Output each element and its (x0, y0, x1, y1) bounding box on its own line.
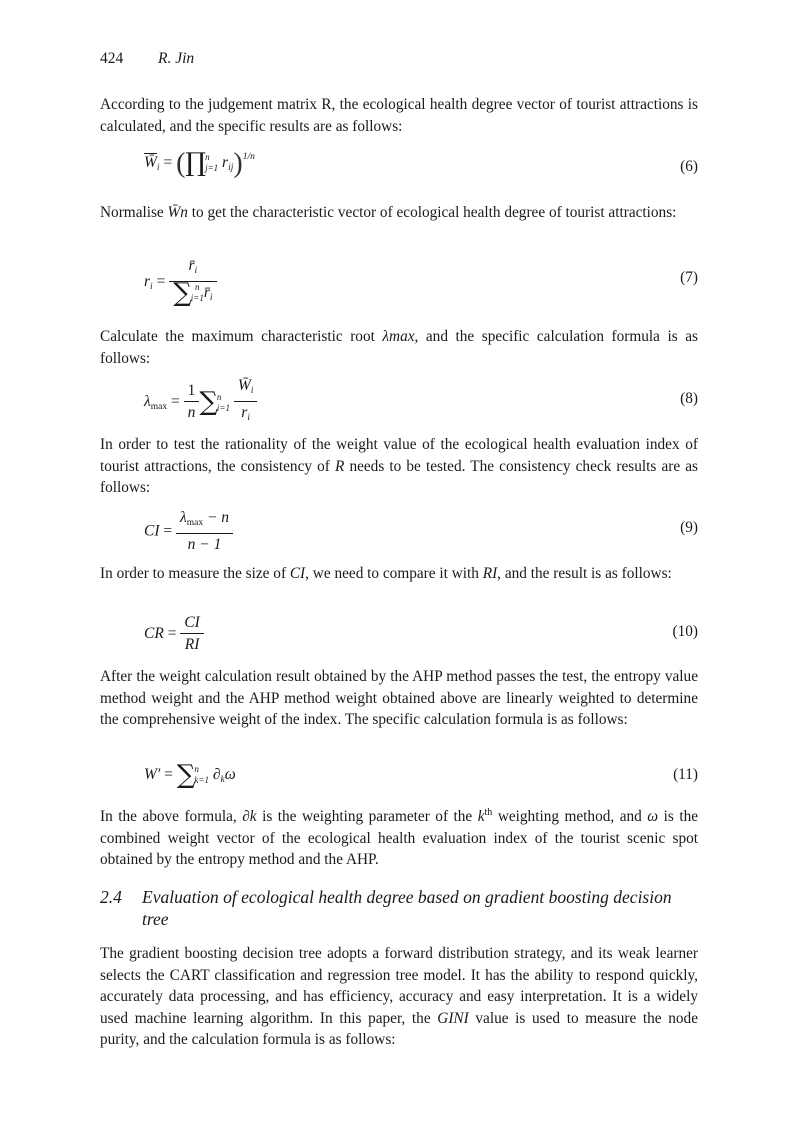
paragraph-text: In order to test the rationality of the weight value of the ecological health evaluation index of tourist attractions, the consistency of (100, 436, 698, 475)
eq-symbol: ∂ (212, 766, 221, 783)
eq-lower-limit: j=1 (205, 163, 219, 174)
paragraph-text: is the weighting parameter of the (256, 808, 478, 826)
eq-denominator: n − 1 (187, 536, 222, 553)
equation-9: CI = $\frac{\lambda_{max} - n}{n - 1}$ (144, 508, 233, 556)
equation-number: (11) (673, 766, 698, 783)
paragraph-text: value is used to measure the node purity, and the calculation formula is as follows: (100, 1009, 698, 1048)
eq-subscript: i (156, 163, 160, 173)
equation-number: (9) (680, 519, 698, 536)
eq-upper-limit: n (194, 764, 199, 775)
eq-limits (217, 392, 230, 414)
eq-symbol: CI (144, 522, 160, 540)
paragraph-text: After the weight calculation result obtained by the AHP method passes the test, the entropy value method weight and the AHP method weight obtained above are linearly weighted to determine the comprehensive weight of the index. The specific calculation formula is as follows: (100, 668, 698, 728)
superscript: th (484, 807, 493, 818)
sum-operator: ∑ (176, 760, 196, 790)
section-heading (100, 886, 700, 930)
product-operator: ∏ (185, 148, 207, 178)
eq-denominator: RI (184, 636, 200, 653)
eq-paren: ) (233, 148, 243, 179)
eq-denominator (234, 402, 258, 429)
eq-symbol: W̄ (144, 154, 157, 171)
inline-math: k (477, 808, 485, 826)
equation-number: (8) (680, 390, 698, 407)
section-title: Evaluation of ecological health degree based on gradient boosting decision tree (142, 887, 672, 929)
eq-lower-limit: i=1 (190, 293, 204, 304)
paragraph-text: According to the judgement matrix R, the ecological health degree vector of tourist attractions is calculated, and the specific results are as follows: (100, 96, 698, 135)
inline-math: W̄n (167, 204, 188, 221)
inline-math: RI (482, 565, 498, 582)
paragraph-text: weighting method, and (492, 808, 648, 826)
paragraph-text: to get the characteristic vector of ecological health degree of tourist attractions: (187, 204, 677, 221)
eq-symbol: r (144, 273, 151, 291)
equation-7: $r_i$ = $r̄_i$ ∑ n i=1 $r̄_i$ (144, 256, 217, 309)
running-header (100, 50, 194, 68)
eq-fraction (184, 381, 200, 424)
eq-subscript: i (194, 266, 198, 276)
paragraph-text: The gradient boosting decision tree adopts a forward distribution strategy, and its weak learner selects the CART classification and regression tree model. It has the ability to respond quickly, accurately data processing, and has efficiency, accuracy and easy interpretation. It is a widely used machine learning algorithm. In this paper, the (100, 945, 698, 1027)
page-number: 424 (100, 50, 124, 67)
eq-upper-limit: n (205, 152, 210, 163)
eq-limits (194, 764, 209, 786)
eq-symbol: − n (203, 509, 230, 526)
paragraph-7 (100, 802, 698, 871)
eq-numerator (234, 376, 258, 402)
eq-symbol: CR (144, 625, 164, 643)
paragraph-3 (100, 326, 698, 369)
eq-limits (191, 282, 204, 304)
eq-subscript: i (247, 413, 250, 423)
eq-symbol: r̄ (203, 284, 210, 301)
equation-number: (6) (680, 158, 698, 175)
eq-fraction (169, 256, 216, 309)
paragraph-2 (100, 202, 698, 224)
paragraph-6 (100, 666, 698, 731)
eq-subscript: i (209, 293, 213, 303)
eq-numerator: CI (180, 613, 204, 634)
paragraph-text: Normalise (100, 204, 168, 221)
eq-symbol: ω (224, 766, 236, 783)
equation-number: (7) (680, 269, 698, 286)
inline-math: λmax (382, 328, 415, 345)
eq-exponent: 1/n (242, 152, 255, 162)
eq-denominator (169, 278, 216, 309)
inline-math: ω (647, 808, 659, 826)
inline-math: R (334, 457, 345, 475)
sum-operator: ∑ (199, 387, 218, 418)
eq-numerator (176, 508, 233, 534)
eq-fraction (234, 376, 258, 429)
paragraph-text: , we need to compare it with (305, 565, 483, 582)
eq-symbol: λ (144, 393, 151, 411)
inline-math: CI (289, 565, 306, 582)
paragraph-text: , and the specific calculation formula is as follows: (100, 328, 698, 367)
eq-subscript: max (186, 518, 204, 528)
paragraph-5 (100, 563, 698, 585)
eq-upper-limit: n (216, 391, 222, 402)
eq-upper-limit: n (195, 282, 200, 293)
eq-symbol: r̄ (188, 257, 195, 274)
inline-math: ∂k (242, 808, 257, 826)
equation-6: $W̄_i$ = (∏ n j=1 $r_{ij})^{1/n}$ (144, 148, 255, 179)
equation-11: W′ = ∑ n k=1 $\partial_k\omega$ (144, 760, 236, 790)
eq-lower-limit: i=1 (216, 402, 230, 413)
paragraph-text: Calculate the maximum characteristic root (100, 328, 383, 345)
eq-subscript: k (220, 775, 225, 785)
paragraph-text: , and the result is as follows: (497, 565, 672, 582)
equation-8: $\lambda_{max}$ = $\frac{1}{n}$ ∑ n i=1 $\frac{W̄_i}{r_i}$ (144, 376, 257, 429)
eq-subscript: i (250, 386, 254, 396)
eq-symbol: r (222, 154, 229, 171)
paragraph-text: is the combined weight vector of the ecological health evaluation index of the tourist scenic spot obtained by the entropy method and the AHP. (100, 808, 699, 869)
eq-paren: ( (176, 148, 186, 179)
eq-numerator: 1 (184, 381, 200, 402)
eq-symbol: W̄ (237, 377, 251, 394)
paragraph-text: In order to measure the size of (100, 565, 290, 582)
eq-symbol: r (241, 404, 248, 421)
equation-10: CR = $\frac{CI}{RI}$ (144, 613, 204, 656)
eq-symbol: λ (180, 509, 187, 526)
paragraph-1 (100, 94, 698, 137)
sum-operator: ∑ (173, 278, 192, 308)
paragraph-text: needs to be tested. The consistency check results are as follows: (100, 457, 698, 496)
paragraph-8 (100, 943, 698, 1051)
eq-fraction (176, 508, 233, 556)
eq-symbol: W′ (144, 766, 161, 783)
author-name: R. Jin (158, 50, 195, 67)
eq-denominator: n (187, 404, 196, 421)
section-number: 2.4 (100, 887, 122, 907)
eq-subscript: i (150, 282, 153, 293)
equation-number: (10) (672, 623, 698, 640)
eq-limits (205, 152, 218, 174)
eq-lower-limit: k=1 (194, 775, 209, 786)
inline-math: GINI (437, 1009, 469, 1027)
paragraph-4 (100, 434, 698, 499)
eq-subscript: max (150, 402, 168, 413)
paragraph-text: In the above formula, (100, 808, 243, 826)
eq-fraction (180, 613, 204, 656)
eq-subscript: ij (228, 163, 234, 173)
